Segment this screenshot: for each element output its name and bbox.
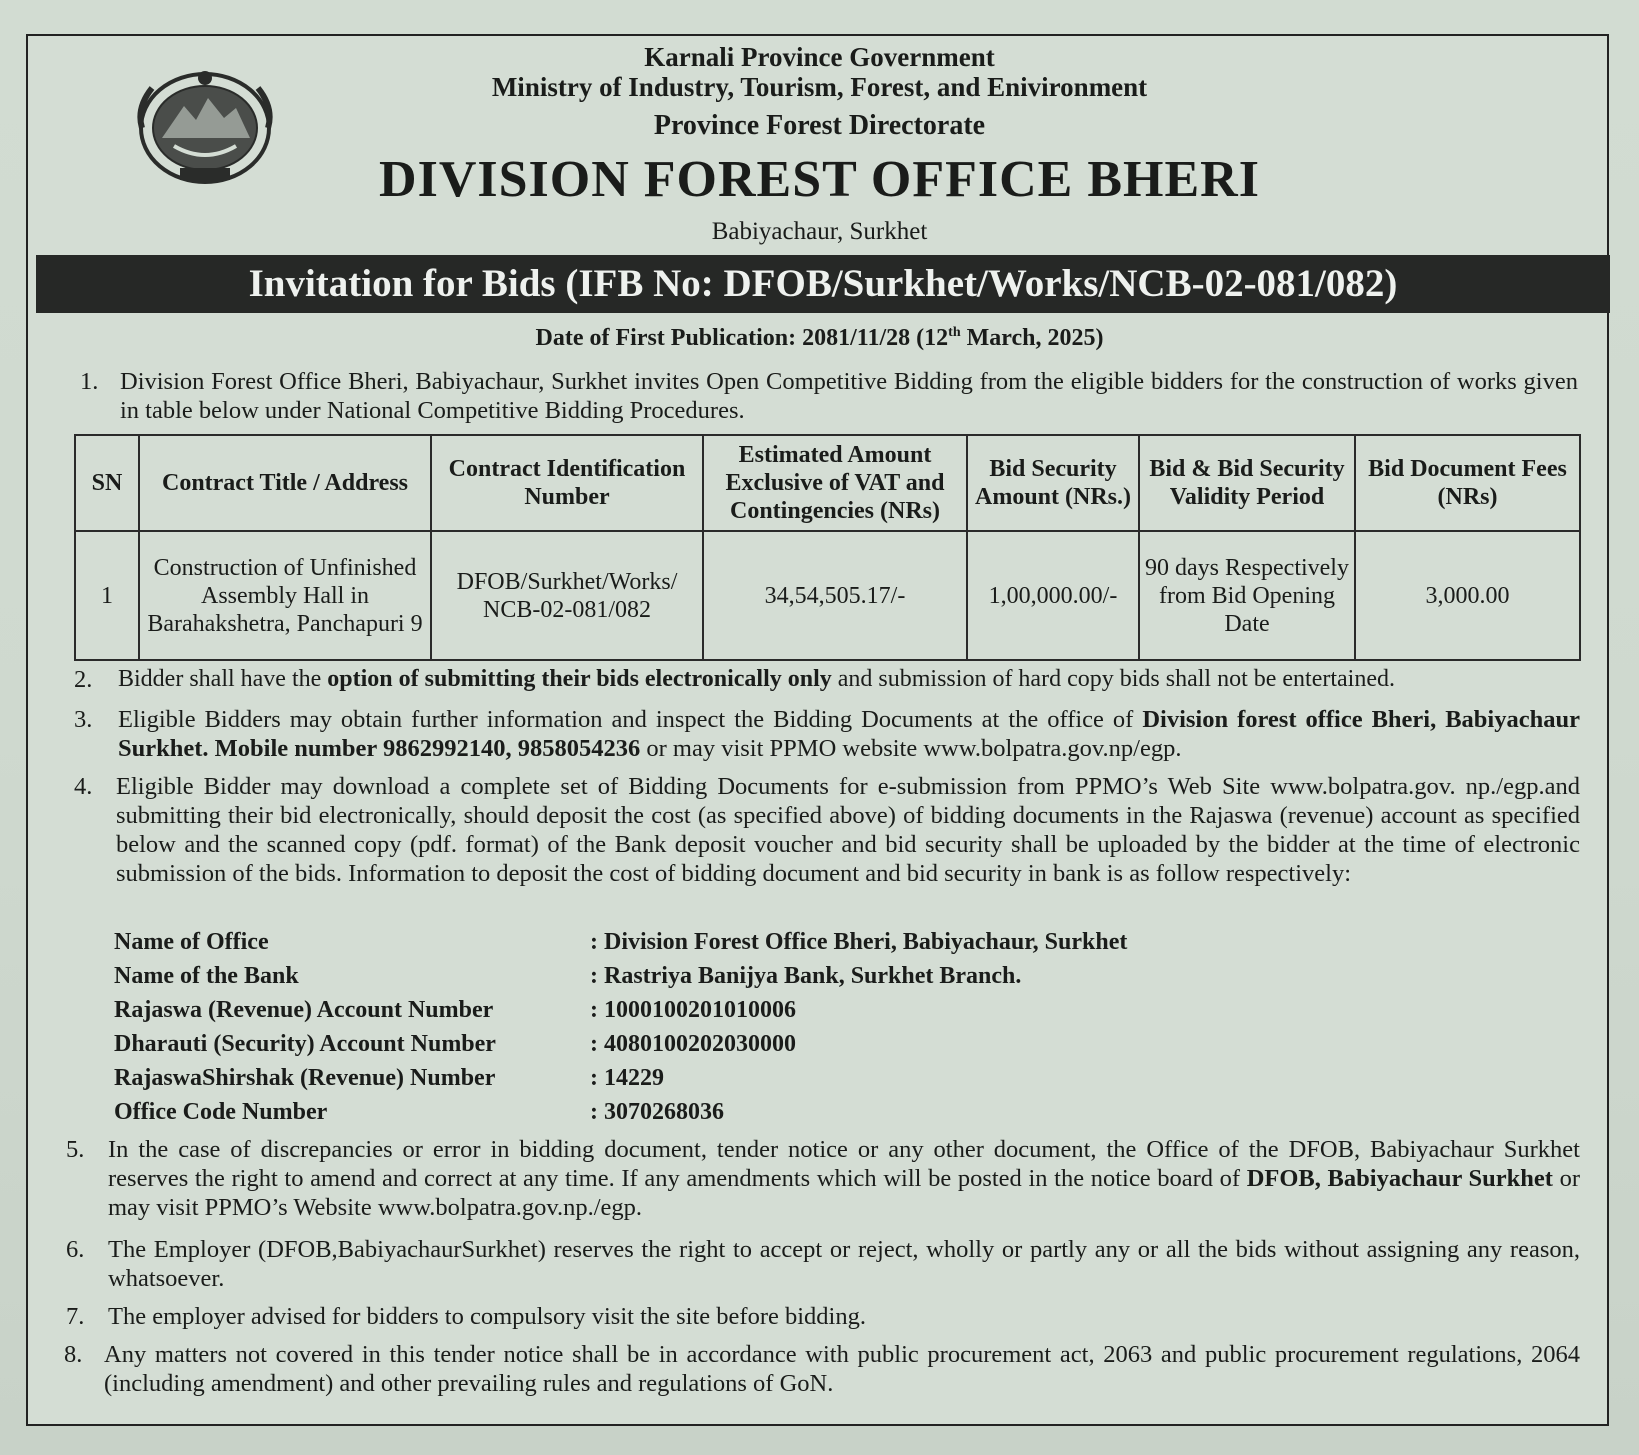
- bank-info-label: Dharauti (Security) Account Number: [114, 1031, 496, 1057]
- bank-info-value: : 3070268036: [590, 1099, 724, 1125]
- cell-contract-id: DFOB/Surkhet/Works/ NCB-02-081/082: [431, 531, 703, 660]
- table-header-row: [75, 435, 1580, 531]
- item-8-text: Any matters not covered in this tender notice shall be in accordance with public procurement act, 2063 and public procurement regulations, 2064 (including amendment) and other prevailing rules and regulations of GoN.: [104, 1341, 1580, 1397]
- bank-info-label: Office Code Number: [114, 1099, 328, 1125]
- government-name: Karnali Province Government: [644, 42, 995, 72]
- item-number: 5.: [66, 1136, 85, 1163]
- item-number: 1.: [80, 368, 99, 395]
- col-header-validity: Bid & Bid Security Validity Period: [1139, 435, 1355, 531]
- item-5-part-a: In the case of discrepancies or error in bidding document, tender notice or any other document, the Office of the DFOB, Babiyachaur Surkhet reserves the right to amend and correct at any time. If any amendments which will be posted in the notice board of: [108, 1136, 1580, 1192]
- item-5-bold: DFOB, Babiyachaur Surkhet: [1246, 1165, 1553, 1192]
- bank-info-label: Rajaswa (Revenue) Account Number: [114, 997, 494, 1023]
- bank-info-value: : 14229: [590, 1065, 664, 1091]
- item-2-part-a: Bidder shall have the: [118, 666, 328, 692]
- item-2-text: [118, 665, 1582, 694]
- bank-info-row: [114, 926, 1127, 960]
- item-number: 3.: [74, 706, 93, 733]
- table-row: [75, 531, 1580, 660]
- cell-doc-fees: 3,000.00: [1355, 531, 1580, 660]
- bank-info-row: [114, 960, 1127, 994]
- item-2-bold: option of submitting their bids electronically only: [327, 666, 832, 692]
- item-7-text: The employer advised for bidders to compulsory visit the site before bidding.: [108, 1303, 866, 1330]
- item-number: 4.: [74, 773, 93, 800]
- ministry-name: Ministry of Industry, Tourism, Forest, and Enivironment: [491, 72, 1148, 102]
- bids-table: [74, 434, 1581, 661]
- item-number: 6.: [66, 1236, 85, 1263]
- bank-info-value: : Division Forest Office Bheri, Babiyachaur, Surkhet: [590, 929, 1128, 955]
- item-4-text: Eligible Bidder may download a complete set of Bidding Documents for e-submission from PPMO’s Web Site www.bolpatra.gov. np./egp.and submitting their bid electronically, should deposit the cost (as specified above) of bidding documents in the Rajaswa (revenue) account as specified below and the scanned copy (pdf. format) of the Bank deposit voucher and bid security shall be uploaded by the bidder at the time of electronic submission of the bids. Information to deposit the cost of bidding document and bid security in bank is as follow respectively:: [116, 773, 1580, 887]
- item-6-text: The Employer (DFOB,BabiyachaurSurkhet) reserves the right to accept or reject, wholly or partly any or all the bids without assigning any reason, whatsoever.: [108, 1236, 1580, 1292]
- office-location: Babiyachaur, Surkhet: [711, 218, 928, 245]
- item-number: 7.: [66, 1303, 85, 1330]
- ifb-banner: Invitation for Bids (IFB No: DFOB/Surkhet/Works/NCB-02-081/082): [36, 255, 1610, 313]
- item-2-part-c: and submission of hard copy bids shall not be entertained.: [831, 666, 1395, 692]
- item-5-text: [108, 1135, 1580, 1222]
- item-number: 2.: [74, 666, 93, 693]
- bank-info-value: : 1000100201010006: [590, 997, 796, 1023]
- bank-info-row: [114, 1062, 1127, 1096]
- cell-title: Construction of Unfinished Assembly Hall in Barahakshetra, Panchapuri 9: [139, 531, 431, 660]
- publication-date-tail: March, 2025): [960, 325, 1104, 351]
- bank-info-value: : Rastriya Banijya Bank, Surkhet Branch.: [590, 963, 1022, 989]
- item-3-bold: Division forest office Bheri, Babiyachaur Surkhet. Mobile number 9862992140, 9858054236: [118, 706, 1580, 762]
- col-header-title: Contract Title / Address: [139, 435, 431, 531]
- bank-info-label: Name of Office: [114, 929, 269, 955]
- bank-info-label: RajaswaShirshak (Revenue) Number: [114, 1065, 496, 1091]
- item-3-text: [118, 705, 1580, 763]
- cell-validity: 90 days Respectively from Bid Opening Date: [1139, 531, 1355, 660]
- col-header-contract-id: Contract Identification Number: [431, 435, 703, 531]
- item-number: 8.: [64, 1341, 83, 1368]
- bank-info-list: [114, 926, 1127, 1130]
- col-header-doc-fees: Bid Document Fees (NRs): [1355, 435, 1580, 531]
- publication-date-sup: th: [948, 325, 961, 340]
- publication-date: [0, 325, 1639, 352]
- cell-bid-security: 1,00,000.00/-: [967, 531, 1139, 660]
- col-header-estimated-amount: Estimated Amount Exclusive of VAT and Contingencies (NRs): [703, 435, 967, 531]
- cell-estimated-amount: 34,54,505.17/-: [703, 531, 967, 660]
- col-header-bid-security: Bid Security Amount (NRs.): [967, 435, 1139, 531]
- publication-date-text: Date of First Publication: 2081/11/28 (12: [535, 325, 949, 351]
- bank-info-row: [114, 1096, 1127, 1130]
- item-3-part-c: or may visit PPMO website www.bolpatra.gov.np/egp.: [640, 735, 1182, 762]
- bank-info-row: [114, 994, 1127, 1028]
- col-header-sn: SN: [75, 435, 139, 531]
- item-5-part-c: or may visit PPMO’s Website www.bolpatra.gov.np./egp.: [108, 1165, 1580, 1221]
- bank-info-row: [114, 1028, 1127, 1062]
- cell-sn: 1: [75, 531, 139, 660]
- item-3-part-a: Eligible Bidders may obtain further information and inspect the Bidding Documents at the office of: [118, 706, 1143, 733]
- bank-info-value: : 4080100202030000: [590, 1031, 796, 1057]
- bank-info-label: Name of the Bank: [114, 963, 299, 989]
- directorate-name: Province Forest Directorate: [653, 110, 986, 141]
- office-title: DIVISION FOREST OFFICE BHERI: [379, 151, 1260, 208]
- item-1-text: Division Forest Office Bheri, Babiyachaur, Surkhet invites Open Competitive Bidding from the eligible bidders for the construction of works given in table below under National Competitive Bidding Procedures.: [120, 368, 1578, 424]
